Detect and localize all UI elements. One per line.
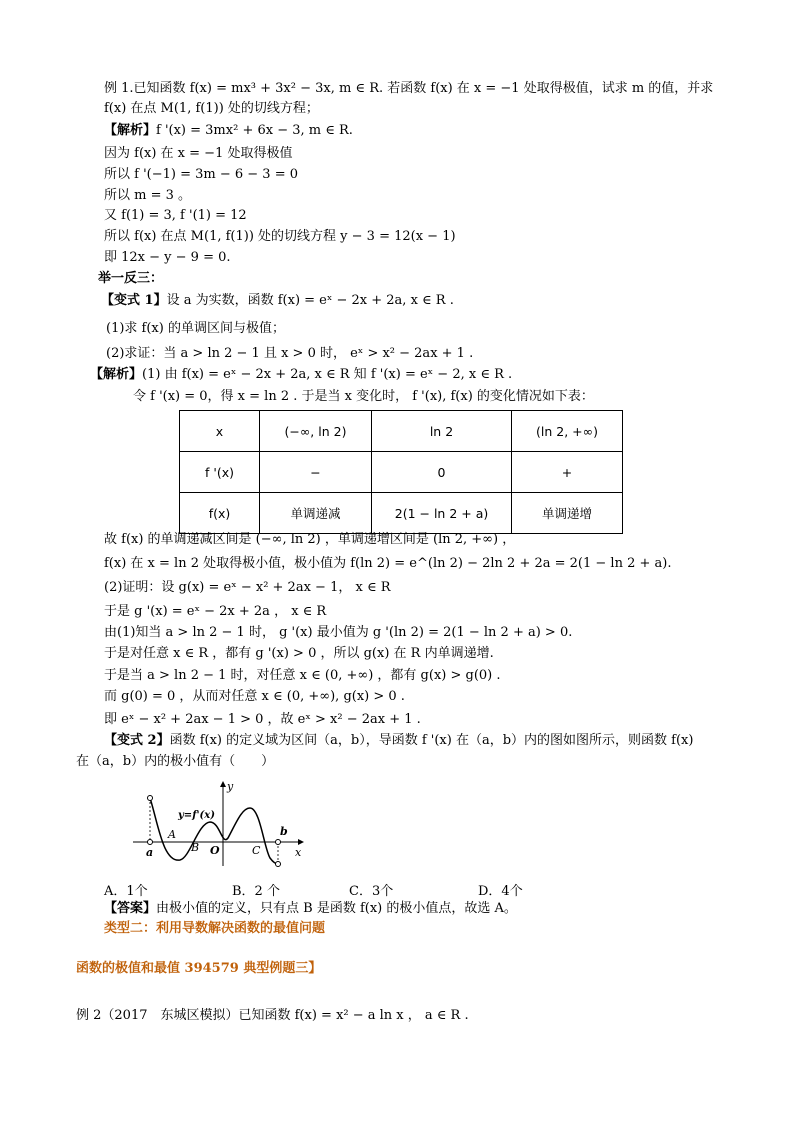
- example1-sol7: 即 12x − y − 9 = 0.: [104, 250, 231, 265]
- variant2-answer: [104, 900, 517, 918]
- label-a: a: [146, 846, 154, 859]
- variant1-sol2: 令 f '(x) = 0，得 x = ln 2 . 于是当 x 变化时， f '(x), f(x) 的变化情况如下表：: [133, 389, 594, 404]
- table-cell: (−∞, ln 2): [260, 411, 372, 452]
- derivative-graph: [128, 778, 308, 868]
- variant2-text: 函数 f(x) 的定义域为区间（a，b），导函数 f '(x) 在（a，b）内的图如图所示，则函数 f(x): [169, 733, 694, 748]
- variation-table: [179, 410, 623, 534]
- variant1-after8: 而 g(0) = 0 ，从而对任意 x ∈ (0, +∞), g(x) > 0 .: [104, 689, 405, 704]
- variant1-after7: 于是当 a > ln 2 − 1 时，对任意 x ∈ (0, +∞) ，都有 g(x) > g(0) .: [104, 668, 501, 683]
- table-cell: 0: [372, 452, 512, 493]
- table-cell: ln 2: [372, 411, 512, 452]
- variant1-q1: (1)求 f(x) 的单调区间与极值；: [106, 321, 285, 336]
- label-B: B: [191, 841, 200, 854]
- section-title: 举一反三：: [98, 271, 164, 286]
- table-cell: 2(1 − ln 2 + a): [372, 493, 512, 534]
- label-O: O: [210, 844, 220, 857]
- variant1-tag: 【变式 1】: [101, 293, 167, 308]
- choice-a: A．1个: [104, 884, 148, 899]
- video-link[interactable]: 函数的极值和最值 394579 典型例题三】: [76, 961, 322, 976]
- open-endpoint-b: [276, 862, 281, 867]
- variant1-q2: (2)求证：当 a > ln 2 − 1 且 x > 0 时， eˣ > x² − 2ax + 1 .: [106, 346, 474, 361]
- table-row: [180, 411, 623, 452]
- variant1-after3: (2)证明：设 g(x) = eˣ − x² + 2ax − 1， x ∈ R: [104, 580, 391, 595]
- func-label: y=f'(x): [178, 810, 215, 821]
- example1-sol2: 因为 f(x) 在 x = −1 处取得极值: [104, 146, 293, 161]
- table-cell: f(x): [180, 493, 260, 534]
- table-row: [180, 493, 623, 534]
- variant1-after1: 故 f(x) 的单调递减区间是 (−∞, ln 2) ，单调递增区间是 (ln 2, +∞) ，: [104, 532, 516, 547]
- variant1-sol1: [90, 366, 512, 384]
- example1-solution: [104, 122, 353, 140]
- variant1-after9: 即 eˣ − x² + 2ax − 1 > 0 ，故 eˣ > x² − 2ax + 1 .: [104, 712, 421, 727]
- y-label: y: [227, 780, 234, 793]
- variant2-tag: 【变式 2】: [104, 733, 170, 748]
- table-cell: x: [180, 411, 260, 452]
- solution-tag: 【解析】: [104, 123, 157, 138]
- variant1-after6: 于是对任意 x ∈ R ，都有 g '(x) > 0 ，所以 g(x) 在 R 内单调递增.: [104, 646, 494, 661]
- variant2-line1: [104, 732, 693, 750]
- table-cell: (ln 2, +∞): [512, 411, 623, 452]
- open-point-b: [276, 840, 281, 845]
- variant1-after4: 于是 g '(x) = eˣ − 2x + 2a ， x ∈ R: [104, 604, 327, 619]
- variant1-after5: 由(1)知当 a > ln 2 − 1 时， g '(x) 最小值为 g '(ln 2) = 2(1 − ln 2 + a) > 0.: [104, 625, 573, 640]
- table-row: [180, 452, 623, 493]
- variant1-sol1-text: (1) 由 f(x) = eˣ − 2x + 2a, x ∈ R 知 f '(x) = eˣ − 2, x ∈ R .: [142, 367, 513, 382]
- label-b: b: [280, 825, 288, 838]
- table-cell: 单调递减: [260, 493, 372, 534]
- choice-b: B．2 个: [232, 884, 280, 899]
- x-label: x: [295, 846, 302, 859]
- choice-d: D．4个: [478, 884, 523, 899]
- label-A: A: [168, 828, 176, 841]
- variant1-line1: [101, 292, 454, 310]
- variant1-text: 设 a 为实数，函数 f(x) = eˣ − 2x + 2a, x ∈ R .: [166, 293, 454, 308]
- open-endpoint-a: [148, 796, 153, 801]
- example1-sol3: 所以 f '(−1) = 3m − 6 − 3 = 0: [104, 167, 298, 182]
- label-C: C: [252, 844, 261, 857]
- answer-tag: 【答案】: [104, 901, 157, 916]
- table-cell: +: [512, 452, 623, 493]
- open-point-a: [148, 840, 153, 845]
- variant1-sol-tag: 【解析】: [90, 367, 143, 382]
- answer-text: 由极小值的定义，只有点 B 是函数 f(x) 的极小值点，故选 A。: [156, 901, 517, 916]
- example1-sol1: f '(x) = 3mx² + 6x − 3, m ∈ R.: [156, 123, 353, 138]
- example1-sol4: 所以 m = 3 。: [104, 188, 192, 203]
- choice-c: C．3个: [349, 884, 394, 899]
- example1-sol5: 又 f(1) = 3, f '(1) = 12: [104, 208, 247, 223]
- variant2-line2: 在（a，b）内的极小值有（ ）: [76, 754, 275, 769]
- table-cell: −: [260, 452, 372, 493]
- example2-line: 例 2（2017 东城区模拟）已知函数 f(x) = x² − a ln x ， a ∈ R .: [76, 1008, 469, 1023]
- example1-line2: f(x) 在点 M(1, f(1)) 处的切线方程；: [104, 101, 319, 116]
- variant1-after2: f(x) 在 x = ln 2 处取得极小值，极小值为 f(ln 2) = e^(ln 2) − 2ln 2 + 2a = 2(1 − ln 2 + a).: [104, 556, 672, 571]
- example1-line1: 例 1.已知函数 f(x) = mx³ + 3x² − 3x, m ∈ R. 若函数 f(x) 在 x = −1 处取得极值，试求 m 的值，并求: [104, 81, 714, 96]
- table-cell: 单调递增: [512, 493, 623, 534]
- example1-sol6: 所以 f(x) 在点 M(1, f(1)) 处的切线方程 y − 3 = 12(x − 1): [104, 229, 456, 244]
- table-cell: f '(x): [180, 452, 260, 493]
- type2-title: 类型二：利用导数解决函数的最值问题: [104, 921, 326, 936]
